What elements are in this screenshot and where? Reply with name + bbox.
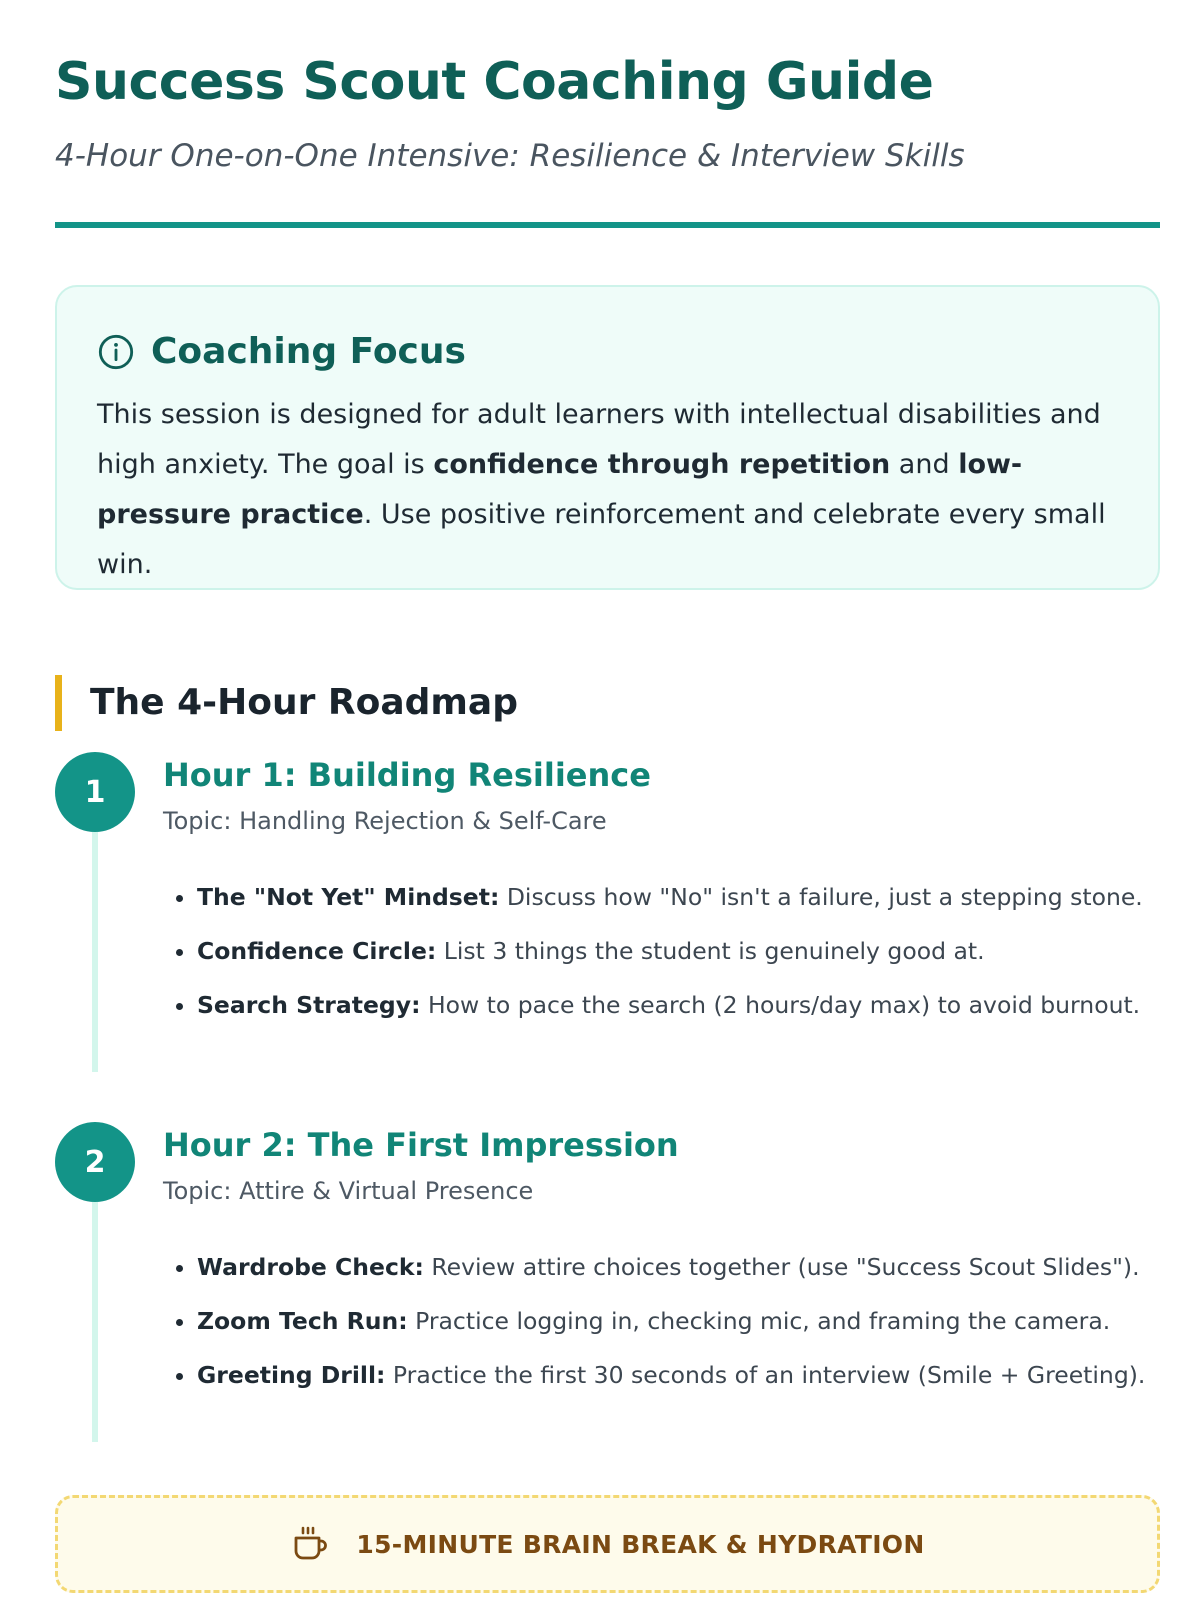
focus-text-part: and <box>890 449 959 480</box>
activity-text: Practice logging in, checking mic, and framing the camera. <box>407 1307 1111 1335</box>
activity-text: List 3 things the student is genuinely good at. <box>436 937 985 965</box>
list-item <box>197 924 1143 978</box>
hour-title: Hour 2: The First Impression <box>163 1126 679 1164</box>
brain-break-banner <box>55 1495 1160 1593</box>
roadmap-section-title: The 4-Hour Roadmap <box>55 675 518 731</box>
hour-topic: Topic: Handling Rejection & Self-Care <box>163 807 607 835</box>
hour-topic: Topic: Attire & Virtual Presence <box>163 1177 534 1205</box>
activity-label: The "Not Yet" Mindset: <box>197 883 500 911</box>
focus-bold-low-pressure: low-pressure practice <box>97 449 1023 530</box>
timeline-connector <box>92 832 98 1072</box>
list-item <box>197 978 1143 1032</box>
hour-activity-list <box>163 870 1143 1032</box>
hour-activity-list <box>163 1240 1145 1402</box>
list-item <box>197 1348 1145 1402</box>
coffee-cup-icon <box>290 1524 330 1564</box>
page-title: Success Scout Coaching Guide <box>55 52 934 112</box>
activity-text: Review attire choices together (use "Success Scout Slides"). <box>423 1253 1140 1281</box>
coaching-focus-heading <box>97 331 1118 372</box>
focus-bold-confidence: confidence through repetition <box>433 449 891 480</box>
activity-text: How to pace the search (2 hours/day max) to avoid burnout. <box>420 991 1141 1019</box>
focus-text-part: . Use positive reinforcement and celebrate every small win. <box>97 499 1106 580</box>
activity-label: Zoom Tech Run: <box>197 1307 408 1335</box>
list-item <box>197 870 1143 924</box>
activity-label: Greeting Drill: <box>197 1361 386 1389</box>
info-icon <box>97 333 135 371</box>
hour-title: Hour 1: Building Resilience <box>163 756 651 794</box>
activity-text: Discuss how "No" isn't a failure, just a stepping stone. <box>499 883 1143 911</box>
activity-label: Wardrobe Check: <box>197 1253 424 1281</box>
coaching-focus-box <box>55 285 1160 590</box>
header-divider <box>55 222 1160 228</box>
activity-text: Practice the first 30 seconds of an interview (Smile + Greeting). <box>385 1361 1146 1389</box>
timeline-connector <box>92 1202 98 1442</box>
coaching-focus-text <box>97 390 1118 590</box>
hour-number-badge: 1 <box>55 752 135 832</box>
list-item <box>197 1294 1145 1348</box>
coaching-focus-title: Coaching Focus <box>151 331 466 372</box>
focus-text-part: This session is designed for adult learners with intellectual disabilities and high anxiety. The goal is <box>97 399 1101 480</box>
activity-label: Confidence Circle: <box>197 937 437 965</box>
hour-number-badge: 2 <box>55 1122 135 1202</box>
activity-label: Search Strategy: <box>197 991 421 1019</box>
break-label: 15-MINUTE BRAIN BREAK & HYDRATION <box>356 1529 925 1559</box>
list-item <box>197 1240 1145 1294</box>
page-subtitle: 4-Hour One-on-One Intensive: Resilience & Interview Skills <box>55 138 965 174</box>
